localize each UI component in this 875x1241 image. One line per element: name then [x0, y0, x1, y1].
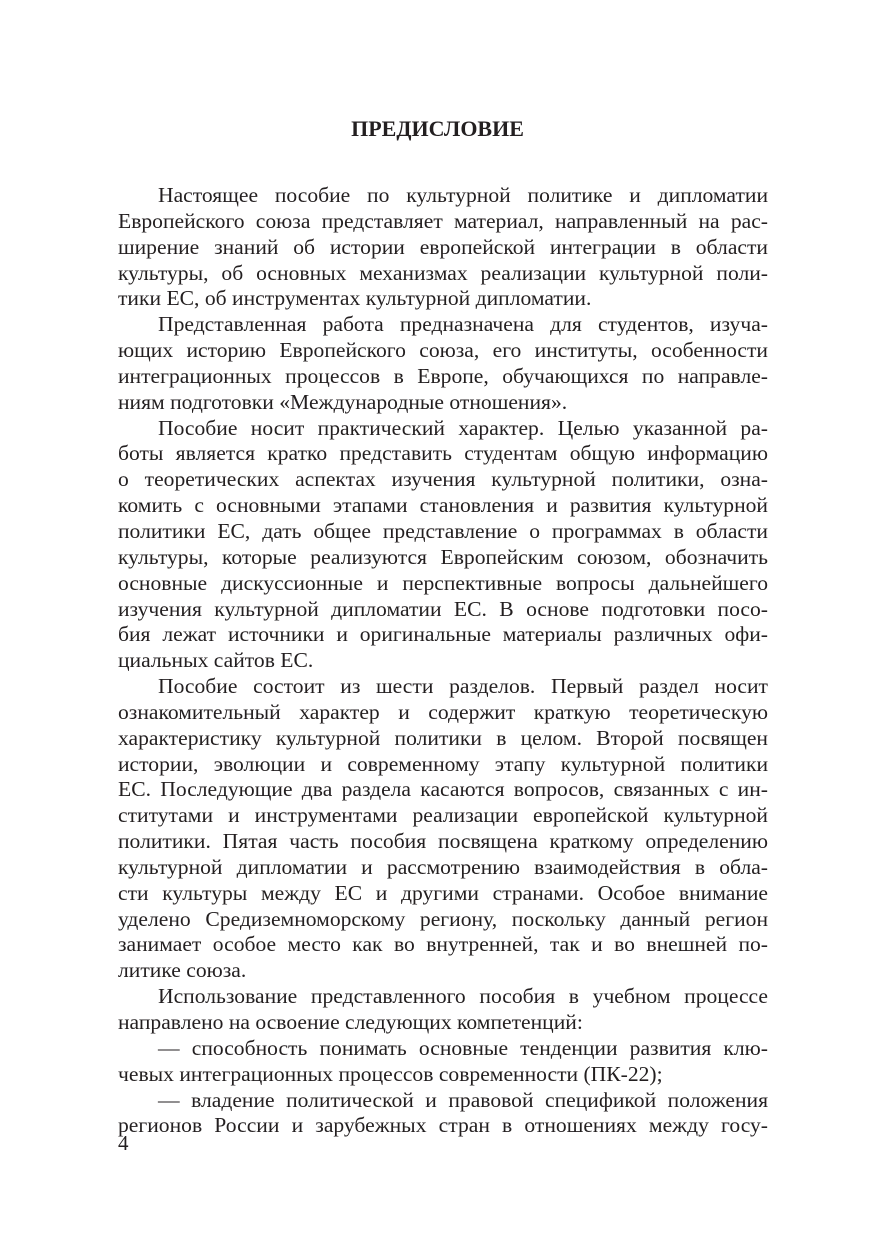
text-line: направлено на освоение следующих компетенций: [118, 1010, 583, 1034]
text-line: изучения культурной дипломатии ЕС. В основе подготовки посо- [118, 596, 768, 621]
text-line: бия лежат источники и оригинальные материалы различных офи- [118, 622, 768, 647]
text-line: политики. Пятая часть пособия посвящена краткому определению [118, 829, 768, 854]
text-line: тики ЕС, об инструментах культурной дипломатии. [118, 286, 592, 311]
text-line: ниям подготовки «Международные отношения». [118, 389, 568, 414]
text-line: Использование представленного пособия в учебном процессе [158, 984, 768, 1009]
text-line: Настоящее пособие по культурной политике и дипломатии [158, 183, 768, 207]
text-line: ознакомительный характер и содержит краткую теоретическую [118, 699, 768, 724]
text-line: Европейского союза представляет материал, направленный на рас- [118, 208, 768, 233]
text-line: занимает особое место как во внутренней, так и во внешней по- [118, 932, 768, 957]
text-line: чевых интеграционных процессов современности (ПК-22); [118, 1061, 663, 1086]
text-line: комить с основными этапами становления и развития культурной [118, 493, 768, 518]
text-line: культуры, которые реализуются Европейским союзом, обозначить [118, 544, 768, 569]
text-line: регионов России и зарубежных стран в отношениях между госу- [118, 1113, 768, 1138]
text-line: интеграционных процессов в Европе, обучающихся по направле- [118, 363, 768, 388]
text-line: о теоретических аспектах изучения культурной политики, озна- [118, 467, 768, 492]
text-line: циальных сайтов ЕС. [118, 648, 314, 673]
text-line: Представленная работа предназначена для студентов, изуча- [158, 312, 768, 337]
text-line: Пособие состоит из шести разделов. Первый раздел носит [158, 674, 768, 699]
text-line: ЕС. Последующие два раздела касаются вопросов, связанных с ин- [118, 777, 768, 802]
list-item [118, 1088, 768, 1140]
text-line: — владение политической и правовой спецификой положения [158, 1087, 768, 1112]
paragraph [118, 674, 768, 984]
text-line: культуры, об основных механизмах реализации культурной поли- [118, 260, 768, 285]
text-line: основные дискуссионные и перспективные вопросы дальнейшего [118, 570, 768, 595]
paragraph [118, 416, 768, 674]
text-line: ширение знаний об истории европейской интеграции в области [118, 234, 768, 259]
text-line: ститутами и инструментами реализации европейской культурной [118, 803, 768, 828]
body-text [118, 183, 768, 1139]
page-title: ПРЕДИСЛОВИЕ [351, 116, 524, 141]
text-line: культурной дипломатии и рассмотрению взаимодействия в обла- [118, 854, 768, 879]
list-item [118, 1036, 768, 1088]
text-line: характеристику культурной политики в целом. Второй посвящен [118, 725, 768, 750]
text-line: уделено Средиземноморскому региону, поскольку данный регион [118, 906, 768, 931]
text-line: сти культуры между ЕС и другими странами. Особое внимание [118, 880, 768, 905]
text-line: — способность понимать основные тенденции развития клю- [158, 1035, 768, 1060]
paragraph [118, 183, 768, 312]
text-line: ющих историю Европейского союза, его институты, особенности [118, 338, 768, 363]
text-line: литике союза. [118, 958, 247, 983]
text-line: истории, эволюции и современному этапу культурной политики [118, 751, 768, 776]
page-number: 4 [118, 1131, 129, 1155]
text-line: Пособие носит практический характер. Целью указанной ра- [158, 415, 768, 440]
text-line: боты является кратко представить студентам общую информацию [118, 441, 768, 466]
text-line: политики ЕС, дать общее представление о программах в области [118, 518, 768, 543]
paragraph [118, 312, 768, 415]
paragraph [118, 984, 768, 1036]
